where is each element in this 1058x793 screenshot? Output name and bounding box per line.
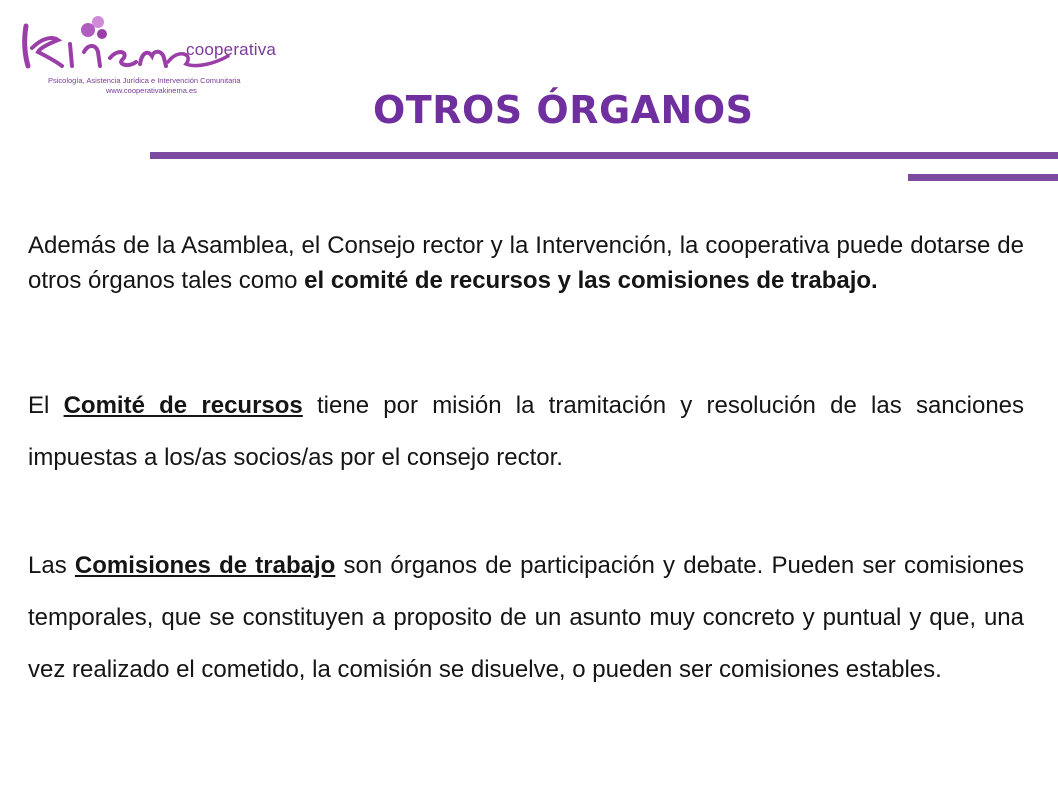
logo-tagline: Psicología, Asistencia Jurídica e Intervención Comunitaria — [48, 76, 241, 85]
paragraph-intro-bold: el comité de recursos y las comisiones de trabajo. — [304, 267, 878, 294]
paragraph-intro-text: Además de la Asamblea, el Consejo rector y la Intervención, la cooperativa puede dotarse de otros órganos tales como — [28, 232, 1024, 294]
title-rule-bottom — [908, 174, 1058, 181]
paragraph-comisiones-lead: Las — [28, 552, 75, 579]
logo-word: cooperativa — [186, 40, 277, 59]
paragraph-comisiones — [28, 540, 1024, 696]
paragraph-comite — [28, 380, 1024, 484]
paragraph-intro — [28, 228, 1024, 298]
comite-de-recursos-term: Comité de recursos — [63, 392, 303, 419]
comisiones-de-trabajo-term: Comisiones de trabajo — [74, 552, 336, 579]
kinema-logo — [18, 8, 277, 96]
paragraph-comite-text: tiene por misión la tramitación y resolución de las sanciones impuestas a los/as socios/as por el consejo rector. — [28, 392, 1025, 471]
paragraph-comisiones-text: son órganos de participación y debate. Pueden ser comisiones temporales, que se constituyen a proposito de un asunto muy concreto y puntual y que, una vez realizado el cometido, la comisión se disuelve, o pueden ser comisiones estables. — [28, 552, 1024, 683]
title-rule-top — [150, 152, 1058, 159]
logo-url: www.cooperativakinema.es — [106, 86, 197, 95]
paragraph-comite-lead: El — [28, 392, 64, 419]
page-title: OTROS ÓRGANOS — [373, 88, 754, 132]
